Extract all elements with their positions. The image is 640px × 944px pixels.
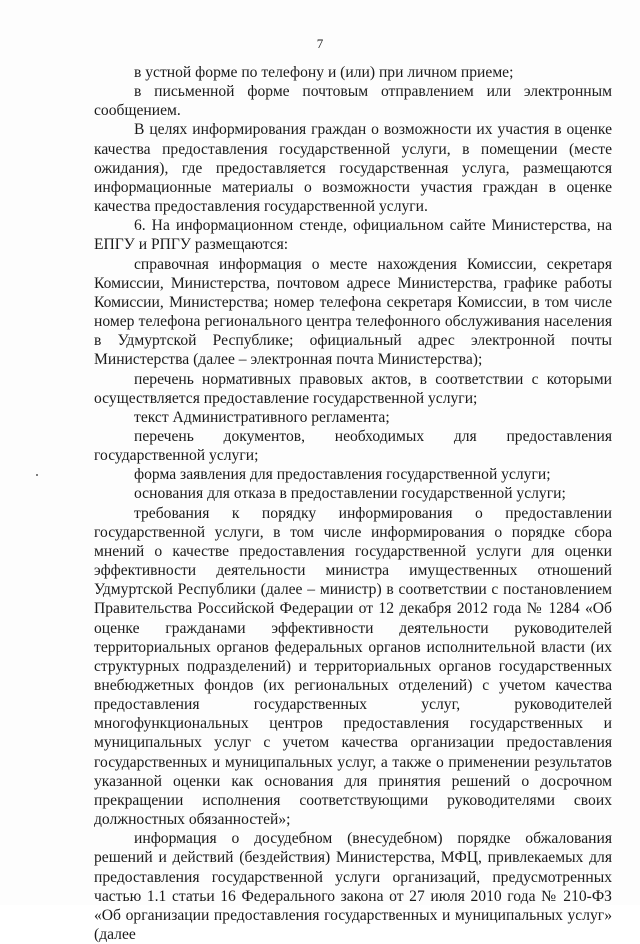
page-number: 7 — [316, 36, 324, 51]
paragraph-7: текст Административного регламента; — [134, 408, 390, 426]
paragraph-10: основания для отказа в предоставлении государственной услуги; — [134, 485, 566, 503]
paragraph-8: перечень документов, необходимых для предоставления государственной услуги; — [94, 427, 612, 465]
paragraph-6: перечень нормативных правовых актов, в соответствии с которыми осуществляется предоставление государственной услуги; — [94, 370, 612, 407]
paragraph-3: В целях информирования граждан о возможности их участия в оценке качества предоставления государственной услуги, в помещении (месте ожидания), где предоставляется государственная услуга, размещаются информационные материалы о возможности участия граждан в оценке качества предоставления государственной услуги. — [94, 121, 612, 216]
paragraph-5: справочная информация о месте нахождения Комиссии, секретаря Комиссии, Министерства, почтовом адресе Министерства, графике работы Комиссии, Министерства; номер телефона секретаря Комиссии, в том числе номер телефона регионального центра телефонного обслуживания населения в Удмуртской Республике; официальный адрес электронной почты Министерства (далее – электронная почта Министерства); — [94, 255, 612, 369]
margin-speck — [36, 474, 38, 476]
paragraph-1: в устной форме по телефону и (или) при личном приеме; — [134, 64, 514, 81]
paragraph-2: в письменной форме почтовым отправлением или электронным сообщением. — [94, 83, 612, 120]
document-body — [94, 63, 612, 944]
paragraph-4: 6. На информационном стенде, официальном сайте Министерства, на ЕПГУ и РПГУ размещаются: — [94, 217, 612, 254]
paragraph-9: форма заявления для предоставления государственной услуги; — [134, 466, 551, 484]
paragraph-11: требования к порядку информирования о предоставлении государственной услуги, в том числе информирования о порядке сбора мнений о качестве предоставления государственной услуги для оценки эффективности деятельности министра имущественных отношений Удмуртской Республики (далее – министр) в соответствии с постановлением Правительства Российской Федерации от 12 декабря 2012 года № 1284 «Об оценке гражданами эффективности деятельности руководителей территориальных органов федеральных органов исполнительной власти (их структурных подразделений) и территориальных органов государственных внебюджетных фондов (их региональных отделений) с учетом качества предоставления государственных услуг, руководителей многофункциональных центров предоставления государственных и муниципальных услуг с учетом качества организации предоставления государственных и муниципальных услуг, а также о применении результатов указанной оценки как основания для принятия решений о досрочном прекращении исполнения соответствующими руководителями своих должностных обязанностей»; — [94, 504, 612, 829]
paragraph-12: информация о досудебном (внесудебном) порядке обжалования решений и действий (бездействия) Министерства, МФЦ, привлекаемых для предоставления государственной услуги организаций, предусмотренных частью 1.1 статьи 16 Федерального закона от 27 июля 2010 года № 210-ФЗ «Об организации предоставления государственных и муниципальных услуг» (далее — [94, 830, 612, 944]
